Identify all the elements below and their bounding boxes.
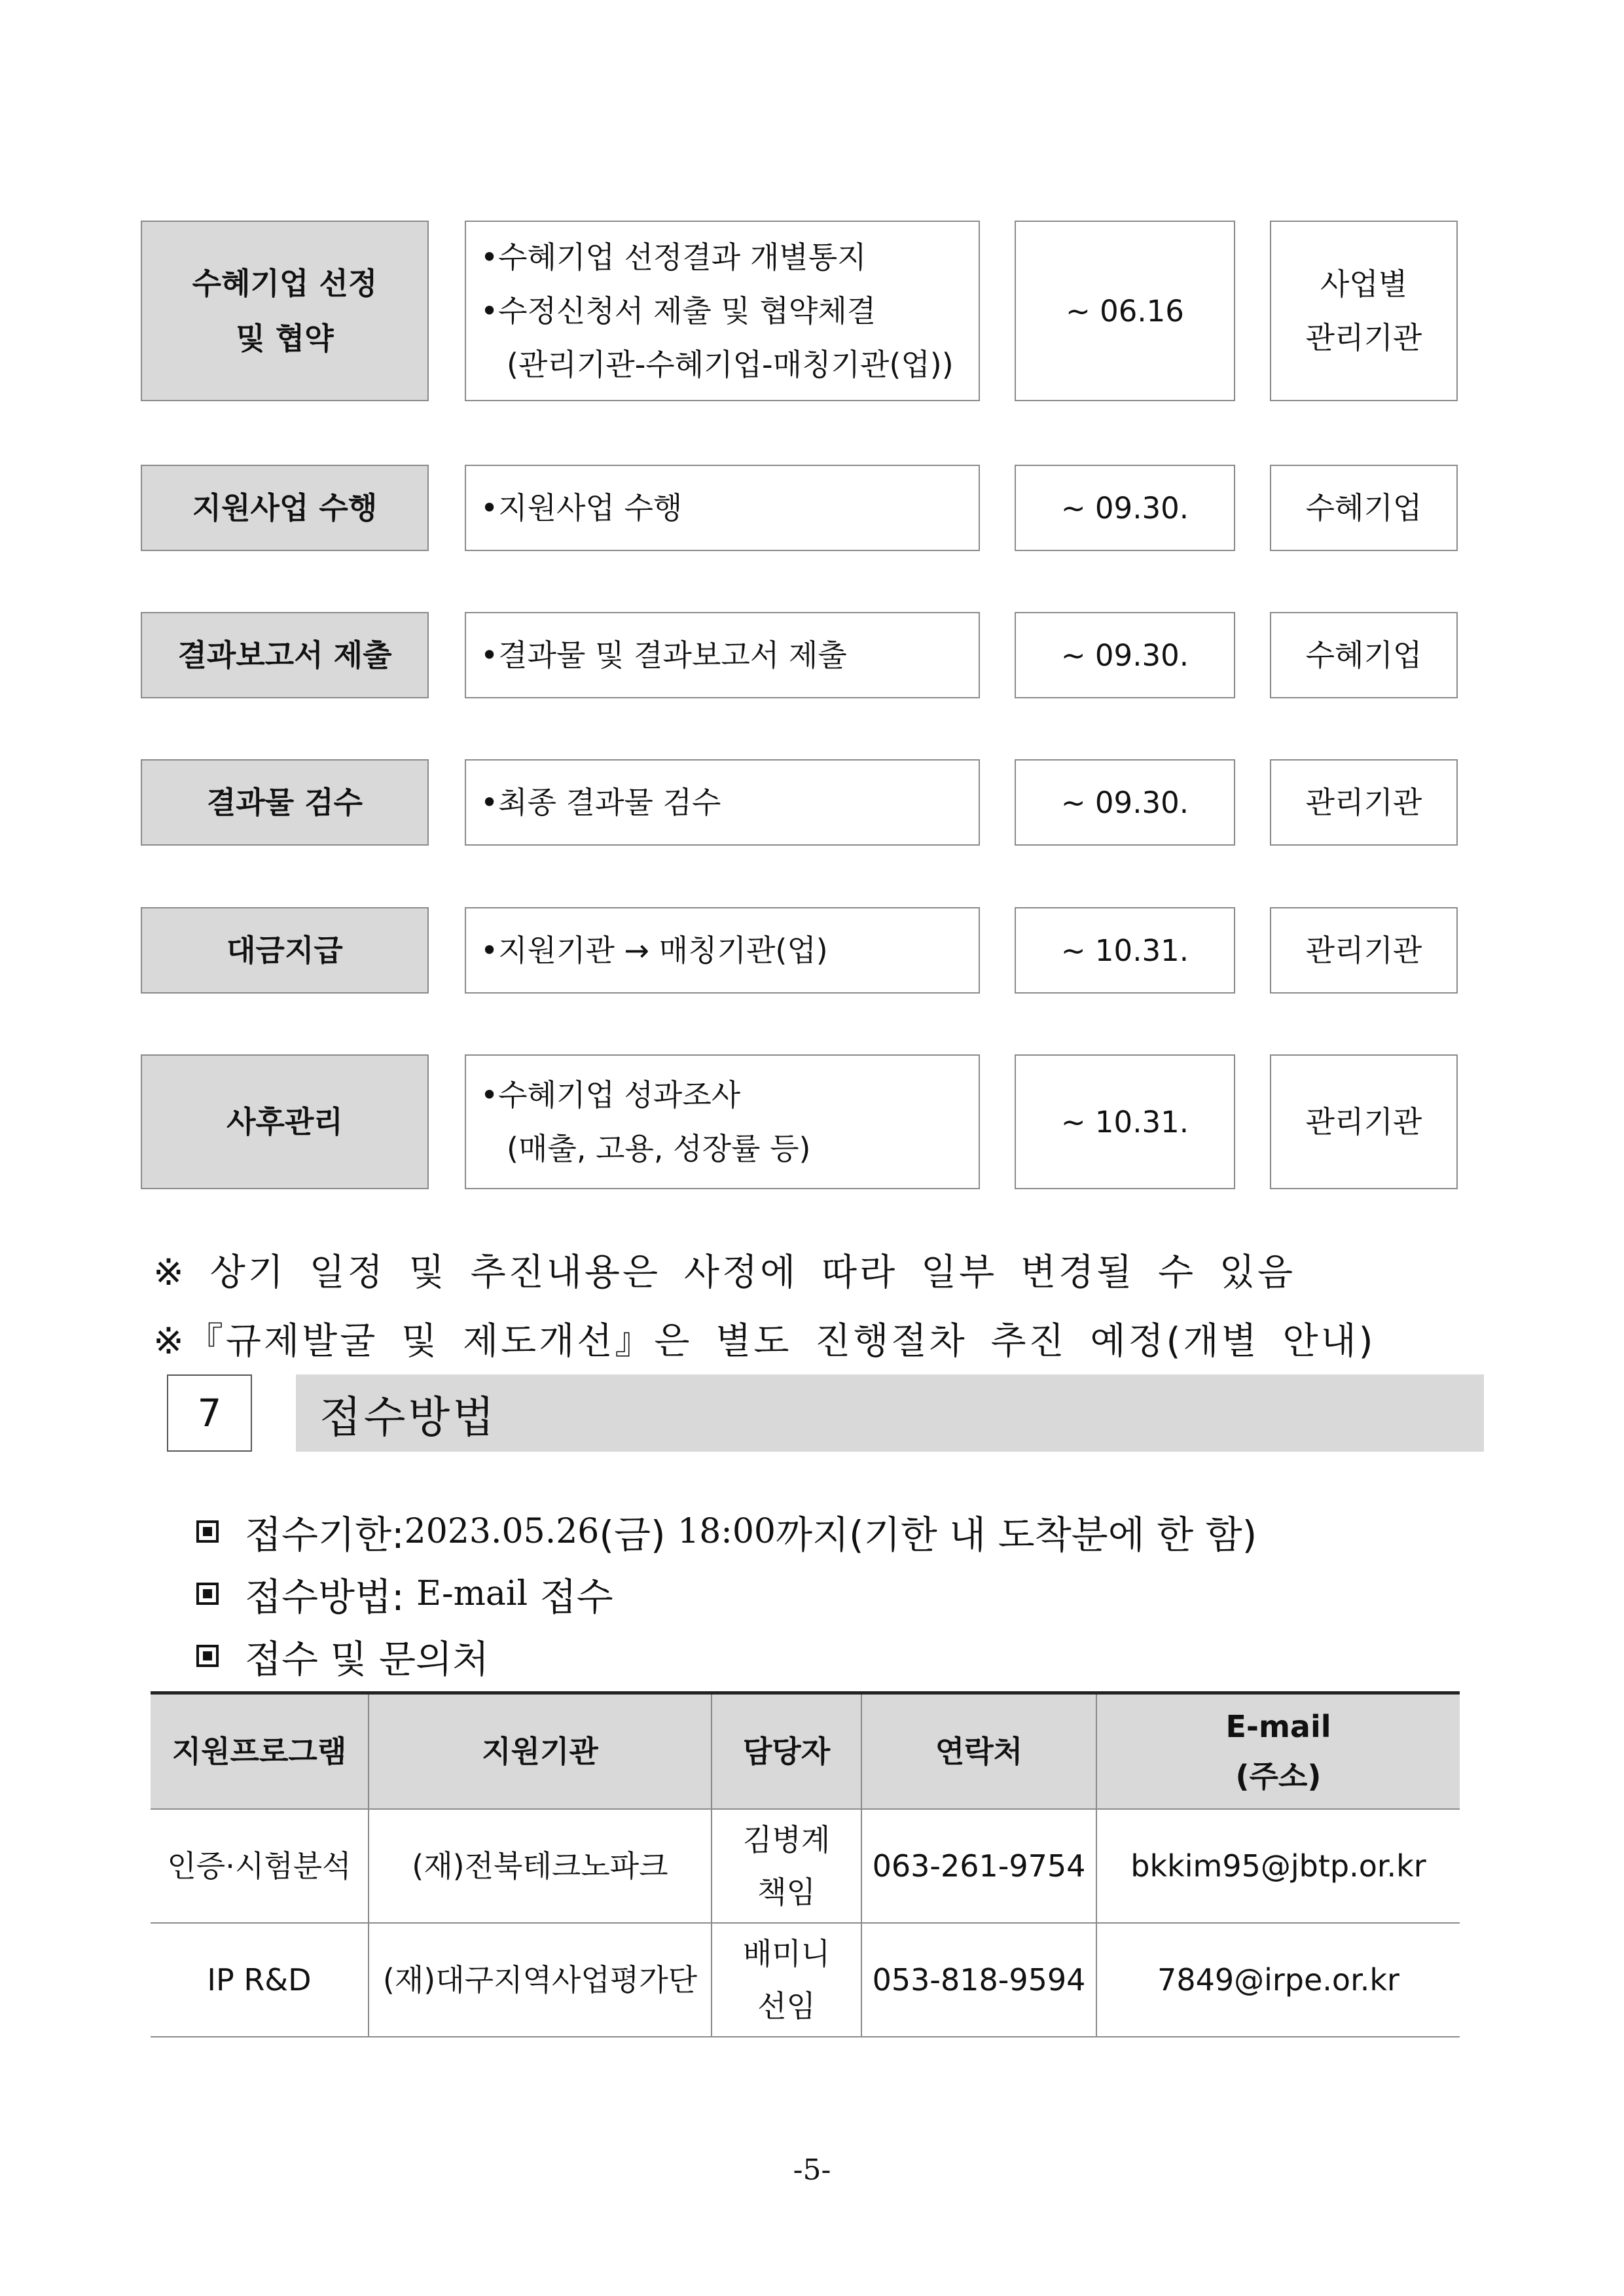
method-value: E-mail <box>416 1574 528 1613</box>
stage-description <box>465 465 980 551</box>
stage-date: ~ 09.30. <box>1015 759 1235 846</box>
task-subnote: (매출, 고용, 성장률 등) <box>507 1131 811 1166</box>
cell-phone: 063-261-9754 <box>861 1809 1096 1923</box>
table-row <box>151 1809 1460 1923</box>
stage-owner: 관리기관 <box>1270 759 1458 846</box>
deadline-day: (금) <box>599 1513 678 1557</box>
header-person: 담당자 <box>712 1693 861 1810</box>
contact-bullet <box>196 1628 489 1683</box>
contact-label: 접수 및 문의처 <box>245 1637 490 1681</box>
cell-program: IP R&D <box>151 1923 369 2037</box>
stage-label: 결과물 검수 <box>141 759 429 846</box>
deadline-time: 18:00 <box>677 1512 776 1551</box>
person-name: 배미니 <box>742 1936 831 1971</box>
stage-date: ~ 09.30. <box>1015 465 1235 551</box>
cell-email: 7849@irpe.or.kr <box>1096 1923 1460 2037</box>
stage-owner: 관리기관 <box>1270 1054 1458 1189</box>
stage-description <box>465 907 980 994</box>
header-email-line: (주소) <box>1235 1759 1322 1794</box>
person-name: 김병계 <box>742 1822 831 1857</box>
task-item: •최종 결과물 검수 <box>480 785 721 820</box>
cell-org: (재)전북테크노파크 <box>369 1809 712 1923</box>
contact-table <box>151 1691 1460 2037</box>
cell-phone: 053-818-9594 <box>861 1923 1096 2037</box>
square-bullet-icon <box>196 1583 219 1605</box>
deadline-date: 2023.05.26 <box>404 1512 600 1551</box>
header-org: 지원기관 <box>369 1693 712 1810</box>
stage-description <box>465 221 980 401</box>
stage-date: ~ 09.30. <box>1015 612 1235 698</box>
deadline-bullet <box>196 1504 1257 1559</box>
table-header-row <box>151 1693 1460 1810</box>
header-phone: 연락처 <box>861 1693 1096 1810</box>
cell-program: 인증·시험분석 <box>151 1809 369 1923</box>
method-bullet <box>196 1566 613 1621</box>
task-item: •수정신청서 제출 및 협약체결 <box>480 293 876 329</box>
stage-date: ~ 10.31. <box>1015 907 1235 994</box>
person-title: 책임 <box>757 1874 816 1910</box>
stage-label: 사후관리 <box>141 1054 429 1189</box>
stage-label: 대금지급 <box>141 907 429 994</box>
section-number: 7 <box>167 1374 252 1452</box>
cell-person <box>712 1809 861 1923</box>
method-rest: 접수 <box>528 1575 613 1619</box>
stage-description <box>465 612 980 698</box>
stage-date: ~ 10.31. <box>1015 1054 1235 1189</box>
stage-description <box>465 759 980 846</box>
task-item: •지원기관 → 매칭기관(업) <box>480 933 828 968</box>
owner-line: 관리기관 <box>1305 320 1422 355</box>
task-item: •수혜기업 성과조사 <box>480 1077 741 1113</box>
stage-owner: 관리기관 <box>1270 907 1458 994</box>
stage-label: 지원사업 수행 <box>141 465 429 551</box>
stage-label <box>141 221 429 401</box>
stage-label-line: 수혜기업 선정 <box>192 266 378 301</box>
header-email <box>1096 1693 1460 1810</box>
task-item: •결과물 및 결과보고서 제출 <box>480 637 847 673</box>
method-label: 접수방법: <box>245 1575 417 1619</box>
cell-email: bkkim95@jbtp.or.kr <box>1096 1809 1460 1923</box>
square-bullet-icon <box>196 1520 219 1543</box>
person-title: 선임 <box>757 1988 816 2024</box>
header-email-line: E-mail <box>1225 1709 1331 1744</box>
stage-label: 결과보고서 제출 <box>141 612 429 698</box>
stage-date: ~ 06.16 <box>1015 221 1235 401</box>
stage-description <box>465 1054 980 1189</box>
task-subnote: (관리기관-수혜기업-매칭기관(업)) <box>507 347 954 382</box>
table-row <box>151 1923 1460 2037</box>
task-item: •지원사업 수행 <box>480 490 683 526</box>
deadline-rest: 까지(기한 내 도착분에 한 함) <box>775 1513 1257 1557</box>
stage-owner <box>1270 221 1458 401</box>
header-program: 지원프로그램 <box>151 1693 369 1810</box>
section-title: 접수방법 <box>296 1374 1484 1452</box>
schedule-note: ※ 상기 일정 및 추진내용은 사정에 따라 일부 변경될 수 있음 <box>153 1251 1296 1294</box>
cell-person <box>712 1923 861 2037</box>
task-item: •수혜기업 선정결과 개별통지 <box>480 240 867 275</box>
stage-label-line: 및 협약 <box>236 321 334 356</box>
schedule-note: ※『규제발굴 및 제도개선』은 별도 진행절차 추진 예정(개별 안내) <box>153 1320 1376 1363</box>
deadline-label: 접수기한: <box>245 1513 405 1557</box>
cell-org: (재)대구지역사업평가단 <box>369 1923 712 2037</box>
page-number: -5- <box>793 2153 831 2187</box>
owner-line: 사업별 <box>1320 266 1408 302</box>
stage-owner: 수혜기업 <box>1270 612 1458 698</box>
square-bullet-icon <box>196 1645 219 1667</box>
stage-owner: 수혜기업 <box>1270 465 1458 551</box>
